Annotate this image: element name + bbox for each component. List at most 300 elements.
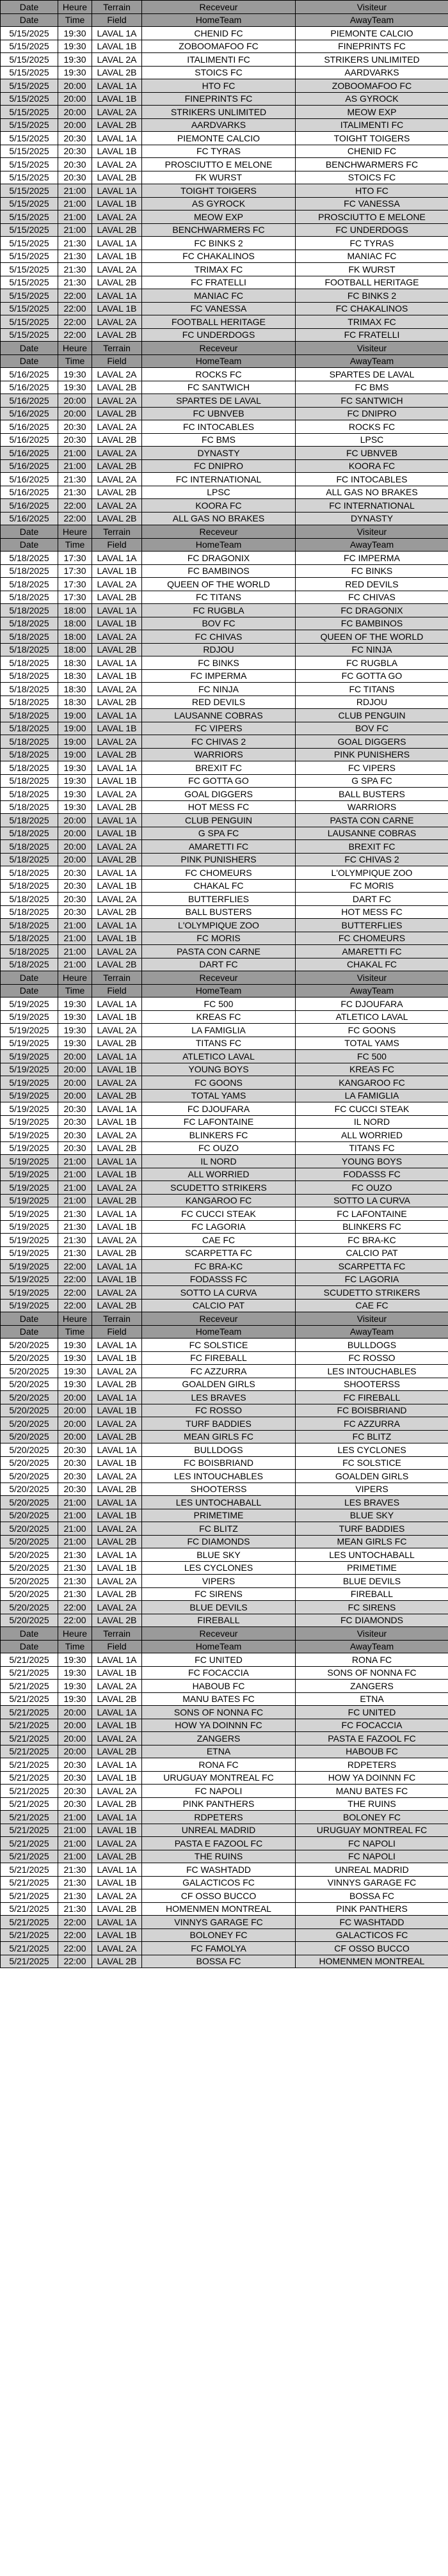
time-cell: 20:30 (58, 866, 92, 880)
date-cell: 5/18/2025 (1, 564, 58, 578)
time-cell: 22:00 (58, 1928, 92, 1942)
field-cell: LAVAL 2B (92, 1692, 142, 1706)
time-cell: 20:30 (58, 132, 92, 145)
date-cell: 5/18/2025 (1, 735, 58, 749)
date-cell: 5/19/2025 (1, 1194, 58, 1207)
home-team-cell: FC AZZURRA (142, 1365, 296, 1378)
subheader-row (1, 1325, 448, 1339)
away-team-cell: RED DEVILS (296, 578, 448, 591)
away-team-cell: KOORA FC (296, 459, 448, 473)
date-cell: 5/18/2025 (1, 840, 58, 854)
away-team-cell: MEAN GIRLS FC (296, 1535, 448, 1548)
table-row (1, 315, 448, 329)
date-cell: 5/19/2025 (1, 1037, 58, 1050)
date-cell: 5/18/2025 (1, 761, 58, 775)
time-cell: 21:00 (58, 1522, 92, 1536)
field-cell: LAVAL 2A (92, 211, 142, 224)
date-cell: 5/20/2025 (1, 1417, 58, 1431)
away-team-cell: TURF BADDIES (296, 1522, 448, 1536)
away-team-cell: RONA FC (296, 1653, 448, 1667)
date-cell: 5/15/2025 (1, 27, 58, 40)
field-cell: LAVAL 1A (92, 866, 142, 880)
time-cell: 20:00 (58, 1745, 92, 1758)
away-team-cell: FC FOCACCIA (296, 1719, 448, 1732)
column-header: Date (1, 971, 58, 985)
table-row (1, 1141, 448, 1155)
date-cell: 5/18/2025 (1, 932, 58, 945)
date-cell: 5/18/2025 (1, 578, 58, 591)
home-team-cell: DART FC (142, 958, 296, 971)
date-cell: 5/15/2025 (1, 53, 58, 67)
away-team-cell: UNREAL MADRID (296, 1863, 448, 1877)
field-cell: LAVAL 2A (92, 1889, 142, 1903)
subheader-row (1, 1640, 448, 1653)
column-header: Field (92, 538, 142, 552)
table-row (1, 368, 448, 381)
home-team-cell: L'OLYMPIQUE ZOO (142, 919, 296, 932)
time-cell: 21:00 (58, 197, 92, 211)
field-cell: LAVAL 1A (92, 1155, 142, 1168)
away-team-cell: AARDVARKS (296, 66, 448, 79)
field-cell: LAVAL 2A (92, 1942, 142, 1955)
column-header: Visiteur (296, 971, 448, 985)
field-cell: LAVAL 2A (92, 1470, 142, 1483)
home-team-cell: VIPERS (142, 1575, 296, 1588)
table-row (1, 512, 448, 525)
home-team-cell: FC 500 (142, 998, 296, 1011)
time-cell: 18:30 (58, 683, 92, 696)
table-row (1, 1220, 448, 1234)
date-cell: 5/21/2025 (1, 1876, 58, 1889)
table-row (1, 1194, 448, 1207)
table-row (1, 1470, 448, 1483)
table-row (1, 1207, 448, 1221)
column-header: Terrain (92, 1627, 142, 1641)
home-team-cell: PIEMONTE CALCIO (142, 132, 296, 145)
away-team-cell: FC AZZURRA (296, 1417, 448, 1431)
home-team-cell: AS GYROCK (142, 197, 296, 211)
home-team-cell: PASTA E FAZOOL FC (142, 1837, 296, 1850)
home-team-cell: SCARPETTA FC (142, 1246, 296, 1260)
date-cell: 5/16/2025 (1, 473, 58, 486)
table-row (1, 958, 448, 971)
home-team-cell: FC UNITED (142, 1653, 296, 1667)
away-team-cell: BOLONEY FC (296, 1811, 448, 1824)
field-cell: LAVAL 2A (92, 53, 142, 67)
away-team-cell: FC 500 (296, 1050, 448, 1063)
away-team-cell: BULLDOGS (296, 1339, 448, 1352)
table-row (1, 1430, 448, 1443)
date-cell: 5/19/2025 (1, 1155, 58, 1168)
table-row (1, 1522, 448, 1536)
field-cell: LAVAL 2B (92, 853, 142, 866)
table-row (1, 263, 448, 276)
date-cell: 5/18/2025 (1, 879, 58, 893)
date-cell: 5/20/2025 (1, 1456, 58, 1470)
column-header: Heure (58, 1627, 92, 1641)
column-header: Terrain (92, 525, 142, 539)
time-cell: 18:00 (58, 617, 92, 630)
column-header: Date (1, 1640, 58, 1653)
time-cell: 19:30 (58, 1653, 92, 1667)
date-cell: 5/20/2025 (1, 1496, 58, 1509)
time-cell: 17:30 (58, 578, 92, 591)
time-cell: 20:00 (58, 407, 92, 420)
date-cell: 5/20/2025 (1, 1443, 58, 1457)
field-cell: LAVAL 2B (92, 1483, 142, 1496)
away-team-cell: HTO FC (296, 184, 448, 198)
table-row (1, 1286, 448, 1300)
table-row (1, 302, 448, 315)
home-team-cell: MANU BATES FC (142, 1692, 296, 1706)
away-team-cell: URUGUAY MONTREAL FC (296, 1824, 448, 1837)
date-cell: 5/21/2025 (1, 1837, 58, 1850)
time-cell: 19:30 (58, 788, 92, 801)
schedule-body (1, 1, 448, 1968)
time-cell: 19:30 (58, 1365, 92, 1378)
date-cell: 5/20/2025 (1, 1339, 58, 1352)
field-cell: LAVAL 2B (92, 1089, 142, 1102)
field-cell: LAVAL 1A (92, 1391, 142, 1404)
date-cell: 5/19/2025 (1, 1010, 58, 1024)
table-row (1, 1942, 448, 1955)
home-team-cell: TURF BADDIES (142, 1417, 296, 1431)
table-row (1, 1719, 448, 1732)
away-team-cell: CHENID FC (296, 145, 448, 158)
time-cell: 20:00 (58, 79, 92, 93)
table-row (1, 643, 448, 656)
date-cell: 5/18/2025 (1, 696, 58, 709)
time-cell: 20:00 (58, 1063, 92, 1076)
table-row (1, 1575, 448, 1588)
home-team-cell: CLUB PENGUIN (142, 814, 296, 827)
home-team-cell: FC SIRENS (142, 1587, 296, 1601)
date-cell: 5/21/2025 (1, 1889, 58, 1903)
away-team-cell: FC BAMBINOS (296, 617, 448, 630)
time-cell: 19:00 (58, 709, 92, 722)
away-team-cell: THE RUINS (296, 1797, 448, 1811)
away-team-cell: CF OSSO BUCCO (296, 1942, 448, 1955)
field-cell: LAVAL 2B (92, 1430, 142, 1443)
date-cell: 5/18/2025 (1, 748, 58, 761)
date-cell: 5/20/2025 (1, 1430, 58, 1443)
home-team-cell: FC NAPOLI (142, 1785, 296, 1798)
home-team-cell: FC BLITZ (142, 1522, 296, 1536)
time-cell: 20:30 (58, 1483, 92, 1496)
date-cell: 5/18/2025 (1, 800, 58, 814)
column-header: Receveur (142, 342, 296, 355)
home-team-cell: VINNYS GARAGE FC (142, 1916, 296, 1929)
column-header: Visiteur (296, 1627, 448, 1641)
time-cell: 19:30 (58, 1339, 92, 1352)
time-cell: 19:00 (58, 748, 92, 761)
date-cell: 5/15/2025 (1, 250, 58, 263)
away-team-cell: SOTTO LA CURVA (296, 1194, 448, 1207)
table-row (1, 1063, 448, 1076)
table-row (1, 79, 448, 93)
field-cell: LAVAL 2B (92, 1299, 142, 1312)
table-row (1, 1706, 448, 1719)
time-cell: 21:00 (58, 459, 92, 473)
home-team-cell: TRIMAX FC (142, 263, 296, 276)
away-team-cell: LES UNTOCHABALL (296, 1548, 448, 1562)
date-cell: 5/18/2025 (1, 722, 58, 735)
home-team-cell: FC UBNVEB (142, 407, 296, 420)
home-team-cell: SONS OF NONNA FC (142, 1706, 296, 1719)
time-cell: 21:00 (58, 1509, 92, 1522)
time-cell: 20:30 (58, 893, 92, 906)
field-cell: LAVAL 1A (92, 1811, 142, 1824)
time-cell: 19:30 (58, 998, 92, 1011)
table-row (1, 814, 448, 827)
subheader-row (1, 13, 448, 27)
time-cell: 20:30 (58, 1797, 92, 1811)
away-team-cell: LES BRAVES (296, 1496, 448, 1509)
table-row (1, 1024, 448, 1037)
home-team-cell: FC BAMBINOS (142, 564, 296, 578)
home-team-cell: LPSC (142, 486, 296, 499)
field-cell: LAVAL 2A (92, 945, 142, 958)
away-team-cell: VINNYS GARAGE FC (296, 1876, 448, 1889)
column-header: Date (1, 354, 58, 368)
field-cell: LAVAL 2B (92, 1246, 142, 1260)
field-cell: LAVAL 1B (92, 1509, 142, 1522)
table-row (1, 919, 448, 932)
date-cell: 5/15/2025 (1, 276, 58, 289)
table-row (1, 1824, 448, 1837)
field-cell: LAVAL 2B (92, 1587, 142, 1601)
table-row (1, 893, 448, 906)
date-cell: 5/15/2025 (1, 40, 58, 53)
time-cell: 18:00 (58, 643, 92, 656)
table-row (1, 1246, 448, 1260)
home-team-cell: ZANGERS (142, 1732, 296, 1745)
date-cell: 5/15/2025 (1, 315, 58, 329)
column-header: Visiteur (296, 1312, 448, 1326)
field-cell: LAVAL 2A (92, 1234, 142, 1247)
away-team-cell: CHAKAL FC (296, 958, 448, 971)
time-cell: 22:00 (58, 1942, 92, 1955)
home-team-cell: IL NORD (142, 1155, 296, 1168)
home-team-cell: MEAN GIRLS FC (142, 1430, 296, 1443)
home-team-cell: TITANS FC (142, 1037, 296, 1050)
away-team-cell: FC IMPERMA (296, 552, 448, 565)
table-row (1, 578, 448, 591)
date-cell: 5/15/2025 (1, 79, 58, 93)
field-cell: LAVAL 2A (92, 106, 142, 119)
field-cell: LAVAL 1A (92, 1496, 142, 1509)
home-team-cell: KANGAROO FC (142, 1194, 296, 1207)
home-team-cell: FINEPRINTS FC (142, 92, 296, 106)
home-team-cell: LES INTOUCHABLES (142, 1470, 296, 1483)
time-cell: 21:30 (58, 1234, 92, 1247)
field-cell: LAVAL 2A (92, 420, 142, 434)
field-cell: LAVAL 2A (92, 1680, 142, 1693)
time-cell: 21:00 (58, 1811, 92, 1824)
away-team-cell: ZANGERS (296, 1680, 448, 1693)
home-team-cell: BOV FC (142, 617, 296, 630)
table-row (1, 1955, 448, 1968)
field-cell: LAVAL 2B (92, 1850, 142, 1863)
field-cell: LAVAL 2B (92, 643, 142, 656)
away-team-cell: BALL BUSTERS (296, 788, 448, 801)
home-team-cell: FC BOISBRIAND (142, 1456, 296, 1470)
column-header: Receveur (142, 1312, 296, 1326)
away-team-cell: BLINKERS FC (296, 1220, 448, 1234)
field-cell: LAVAL 1B (92, 250, 142, 263)
date-cell: 5/19/2025 (1, 1286, 58, 1300)
date-cell: 5/21/2025 (1, 1758, 58, 1772)
table-row (1, 945, 448, 958)
column-header: Heure (58, 1312, 92, 1326)
home-team-cell: FC DJOUFARA (142, 1102, 296, 1116)
table-row (1, 1037, 448, 1050)
away-team-cell: ITALIMENTI FC (296, 118, 448, 132)
home-team-cell: FC CHIVAS 2 (142, 735, 296, 749)
field-cell: LAVAL 2A (92, 394, 142, 408)
date-cell: 5/16/2025 (1, 512, 58, 525)
away-team-cell: TOIGHT TOIGERS (296, 132, 448, 145)
home-team-cell: STOICS FC (142, 66, 296, 79)
time-cell: 20:00 (58, 118, 92, 132)
away-team-cell: FINEPRINTS FC (296, 40, 448, 53)
date-cell: 5/19/2025 (1, 998, 58, 1011)
date-cell: 5/18/2025 (1, 643, 58, 656)
time-cell: 20:30 (58, 1141, 92, 1155)
table-row (1, 591, 448, 604)
table-row (1, 1155, 448, 1168)
time-cell: 21:30 (58, 1246, 92, 1260)
column-header: HomeTeam (142, 13, 296, 27)
date-cell: 5/15/2025 (1, 211, 58, 224)
time-cell: 19:30 (58, 1692, 92, 1706)
time-cell: 20:30 (58, 158, 92, 171)
date-cell: 5/19/2025 (1, 1246, 58, 1260)
away-team-cell: KANGAROO FC (296, 1076, 448, 1090)
field-cell: LAVAL 1A (92, 1548, 142, 1562)
away-team-cell: FC INTOCABLES (296, 473, 448, 486)
field-cell: LAVAL 1B (92, 92, 142, 106)
home-team-cell: ZOBOOMAFOO FC (142, 40, 296, 53)
away-team-cell: FC UNITED (296, 1706, 448, 1719)
home-team-cell: FC VIPERS (142, 722, 296, 735)
field-cell: LAVAL 1B (92, 1456, 142, 1470)
date-cell: 5/18/2025 (1, 591, 58, 604)
table-row (1, 223, 448, 237)
field-cell: LAVAL 2B (92, 407, 142, 420)
table-row (1, 1771, 448, 1785)
time-cell: 22:00 (58, 1273, 92, 1286)
home-team-cell: SOTTO LA CURVA (142, 1286, 296, 1300)
date-cell: 5/20/2025 (1, 1548, 58, 1562)
time-cell: 19:30 (58, 40, 92, 53)
home-team-cell: FC BRA-KC (142, 1260, 296, 1273)
column-header: Date (1, 984, 58, 998)
field-cell: LAVAL 2B (92, 905, 142, 919)
table-row (1, 761, 448, 775)
column-header: AwayTeam (296, 1640, 448, 1653)
away-team-cell: PRIMETIME (296, 1561, 448, 1575)
home-team-cell: FC BINKS 2 (142, 237, 296, 250)
table-row (1, 1850, 448, 1863)
field-cell: LAVAL 2A (92, 1181, 142, 1195)
home-team-cell: RED DEVILS (142, 696, 296, 709)
field-cell: LAVAL 2B (92, 433, 142, 447)
field-cell: LAVAL 2A (92, 893, 142, 906)
home-team-cell: ETNA (142, 1745, 296, 1758)
header-row (1, 1312, 448, 1326)
table-row (1, 171, 448, 184)
time-cell: 21:30 (58, 1876, 92, 1889)
column-header: Time (58, 13, 92, 27)
field-cell: LAVAL 1B (92, 1928, 142, 1942)
home-team-cell: ALL GAS NO BRAKES (142, 512, 296, 525)
time-cell: 19:30 (58, 1037, 92, 1050)
away-team-cell: SCARPETTA FC (296, 1260, 448, 1273)
field-cell: LAVAL 1A (92, 27, 142, 40)
date-cell: 5/21/2025 (1, 1928, 58, 1942)
time-cell: 22:00 (58, 289, 92, 303)
home-team-cell: UNREAL MADRID (142, 1824, 296, 1837)
field-cell: LAVAL 1B (92, 617, 142, 630)
date-cell: 5/19/2025 (1, 1089, 58, 1102)
away-team-cell: PINK PANTHERS (296, 1902, 448, 1916)
table-row (1, 499, 448, 513)
time-cell: 20:30 (58, 1129, 92, 1142)
time-cell: 21:30 (58, 276, 92, 289)
table-row (1, 1653, 448, 1667)
time-cell: 21:30 (58, 237, 92, 250)
away-team-cell: RDJOU (296, 696, 448, 709)
field-cell: LAVAL 1B (92, 879, 142, 893)
time-cell: 20:30 (58, 433, 92, 447)
table-row (1, 1561, 448, 1575)
field-cell: LAVAL 2B (92, 1955, 142, 1968)
field-cell: LAVAL 2A (92, 1286, 142, 1300)
home-team-cell: PINK PUNISHERS (142, 853, 296, 866)
home-team-cell: CHENID FC (142, 27, 296, 40)
time-cell: 22:00 (58, 1601, 92, 1614)
time-cell: 21:30 (58, 1889, 92, 1903)
home-team-cell: STRIKERS UNLIMITED (142, 106, 296, 119)
table-row (1, 1299, 448, 1312)
date-cell: 5/21/2025 (1, 1902, 58, 1916)
date-cell: 5/18/2025 (1, 905, 58, 919)
field-cell: LAVAL 2B (92, 171, 142, 184)
table-row (1, 289, 448, 303)
table-row (1, 211, 448, 224)
field-cell: LAVAL 2A (92, 447, 142, 460)
away-team-cell: FC OUZO (296, 1181, 448, 1195)
time-cell: 20:00 (58, 106, 92, 119)
home-team-cell: BULLDOGS (142, 1443, 296, 1457)
home-team-cell: ITALIMENTI FC (142, 53, 296, 67)
column-header: Receveur (142, 971, 296, 985)
date-cell: 5/21/2025 (1, 1680, 58, 1693)
time-cell: 17:30 (58, 591, 92, 604)
table-row (1, 735, 448, 749)
date-cell: 5/21/2025 (1, 1955, 58, 1968)
column-header: Date (1, 1, 58, 14)
home-team-cell: LES BRAVES (142, 1391, 296, 1404)
subheader-row (1, 354, 448, 368)
field-cell: LAVAL 1B (92, 1273, 142, 1286)
time-cell: 22:00 (58, 499, 92, 513)
time-cell: 20:30 (58, 1771, 92, 1785)
header-row (1, 1, 448, 14)
column-header: AwayTeam (296, 538, 448, 552)
table-row (1, 1404, 448, 1417)
